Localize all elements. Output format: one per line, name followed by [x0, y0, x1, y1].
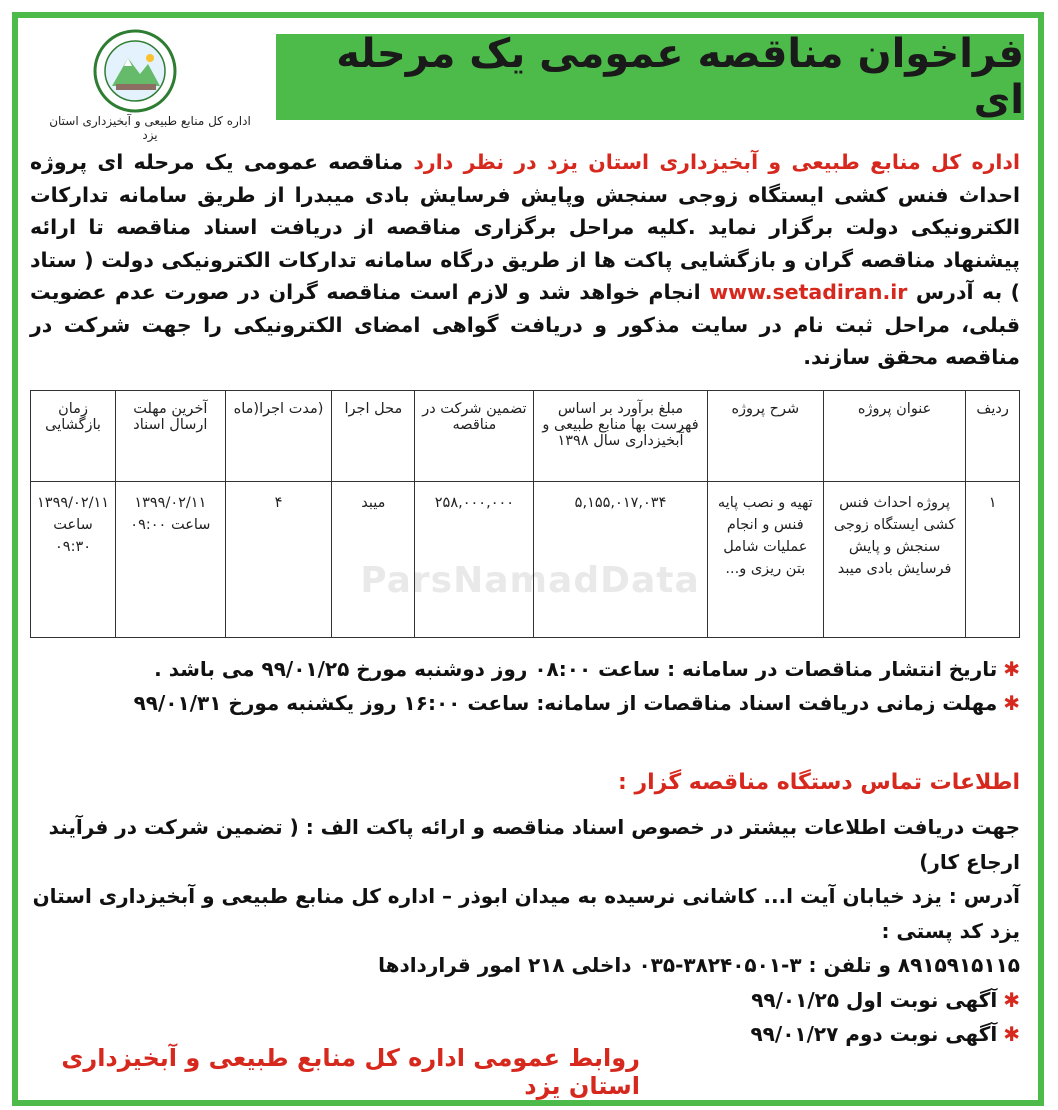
ad-first — [30, 983, 1020, 1018]
title-banner — [276, 31, 1024, 123]
col-header-location: محل اجرا — [332, 391, 415, 482]
col-header-deadline: آخرین مهلت ارسال اسناد — [116, 391, 226, 482]
cell-duration: ۴ — [225, 482, 332, 638]
contact-line-address: آدرس : یزد خیابان آیت ا... کاشانی نرسیده به میدان ابوذر – اداره کل منابع طبیعی و آبخیزداری استان یزد کد پستی : — [32, 884, 1020, 943]
col-header-project-title: عنوان پروژه — [824, 391, 966, 482]
col-header-row-number: ردیف — [966, 391, 1020, 482]
cell-opening-time: ۱۳۹۹/۰۲/۱۱ ساعت ۰۹:۳۰ — [31, 482, 116, 638]
bullet-star-icon: ✱ — [1003, 657, 1020, 681]
intro-body-1: مناقصه عمومی یک مرحله ای پروژه احداث فنس کشی ایستگاه زوجی سنجش وپایش فرسایش بادی میبدرا از طریق سامانه تدارکات الکترونیکی دولت برگزار نماید .کلیه مراحل برگزاری مناقصه از دریافت اسناد مناقصه تا ارائه پیشنهاد مناقصه گران و بازگشایی پاکت ها از طریق درگاه سامانه تدارکات الکترونیکی دولت ( ستاد ) به آدرس — [30, 150, 1020, 304]
contact-title: اطلاعات تماس دستگاه مناقصه گزار : — [617, 770, 1020, 795]
col-header-estimate: مبلغ برآورد بر اساس فهرست بها منابع طبیعی و آبخیزداری سال ۱۳۹۸ — [534, 391, 707, 482]
bullet-star-icon: ✱ — [1003, 691, 1020, 715]
org-logo-icon — [80, 28, 190, 114]
ad-first-text: آگهی نوبت اول ۹۹/۰۱/۲۵ — [751, 987, 998, 1012]
col-header-description: شرح پروژه — [707, 391, 823, 482]
page-title: فراخوان مناقصه عمومی یک مرحله ای — [336, 31, 1024, 123]
table-row — [31, 482, 1020, 638]
footer-public-relations: روابط عمومی اداره کل منابع طبیعی و آبخیزداری استان یزد — [61, 1044, 640, 1100]
notes-list — [30, 652, 1020, 720]
cell-deadline: ۱۳۹۹/۰۲/۱۱ ساعت ۰۹:۰۰ — [116, 482, 226, 638]
contact-line-phone: ۸۹۱۵۹۱۵۱۱۵ و تلفن : ۳-۳۸۲۴۰۵۰۱-۰۳۵ داخلی ۲۱۸ امور قراردادها — [378, 953, 1020, 977]
footer — [30, 1044, 1020, 1100]
note-publish-date: تاریخ انتشار مناقصات در سامانه : ساعت ۰۸:۰۰ روز دوشنبه مورخ ۹۹/۰۱/۲۵ می باشد . — [154, 657, 998, 681]
bullet-star-icon: ✱ — [1003, 987, 1020, 1012]
note-item — [30, 652, 1020, 686]
cell-row-number: ۱ — [966, 482, 1020, 638]
table-header-row — [31, 391, 1020, 482]
note-item — [30, 686, 1020, 720]
tender-table — [30, 390, 1020, 638]
watermark: ParsNamadData — [360, 560, 700, 601]
cell-description: تهیه و نصب پایه فنس و انجام عملیات شامل بتن ریزی و... — [707, 482, 823, 638]
cell-location: میبد — [332, 482, 415, 638]
cell-guarantee: ۲۵۸,۰۰۰,۰۰۰ — [415, 482, 534, 638]
bullet-star-icon: ✱ — [1003, 1022, 1020, 1046]
org-caption: اداره کل منابع طبیعی و آبخیزداری استان یزد — [49, 114, 251, 142]
intro-body-2: انجام خواهد شد و لازم است مناقصه گران در صورت عدم عضویت قبلی، مراحل ثبت نام در سایت مذکور و دریافت گواهی امضای الکترونیکی را جهت شرکت در مناقصه محقق سازند. — [30, 280, 1020, 369]
intro-lead: اداره کل منابع طبیعی و آبخیزداری استان یزد در نظر دارد — [413, 150, 1020, 174]
ad-second-text: آگهی نوبت دوم ۹۹/۰۱/۲۷ — [750, 1022, 998, 1046]
cell-project-title: پروژه احداث فنس کشی ایستگاه زوجی سنجش و پایش فرسایش بادی میبد — [824, 482, 966, 638]
contact-block — [30, 810, 1020, 1052]
setadiran-link[interactable]: www.setadiran.ir — [709, 280, 908, 304]
contact-line-info: جهت دریافت اطلاعات بیشتر در خصوص اسناد مناقصه و ارائه پاکت الف : ( تضمین شرکت در فرآیند ارجاع کار) — [48, 815, 1020, 874]
col-header-opening-time: زمان بازگشایی — [31, 391, 116, 482]
cell-estimate: ۵,۱۵۵,۰۱۷,۰۳۴ — [534, 482, 707, 638]
note-deadline: مهلت زمانی دریافت اسناد مناقصات از سامانه: ساعت ۱۶:۰۰ روز یکشنبه مورخ ۹۹/۰۱/۳۱ — [133, 691, 998, 715]
col-header-duration: (مدت اجرا(ماه — [225, 391, 332, 482]
intro-paragraph — [30, 146, 1020, 374]
col-header-guarantee: تضمین شرکت در مناقصه — [415, 391, 534, 482]
